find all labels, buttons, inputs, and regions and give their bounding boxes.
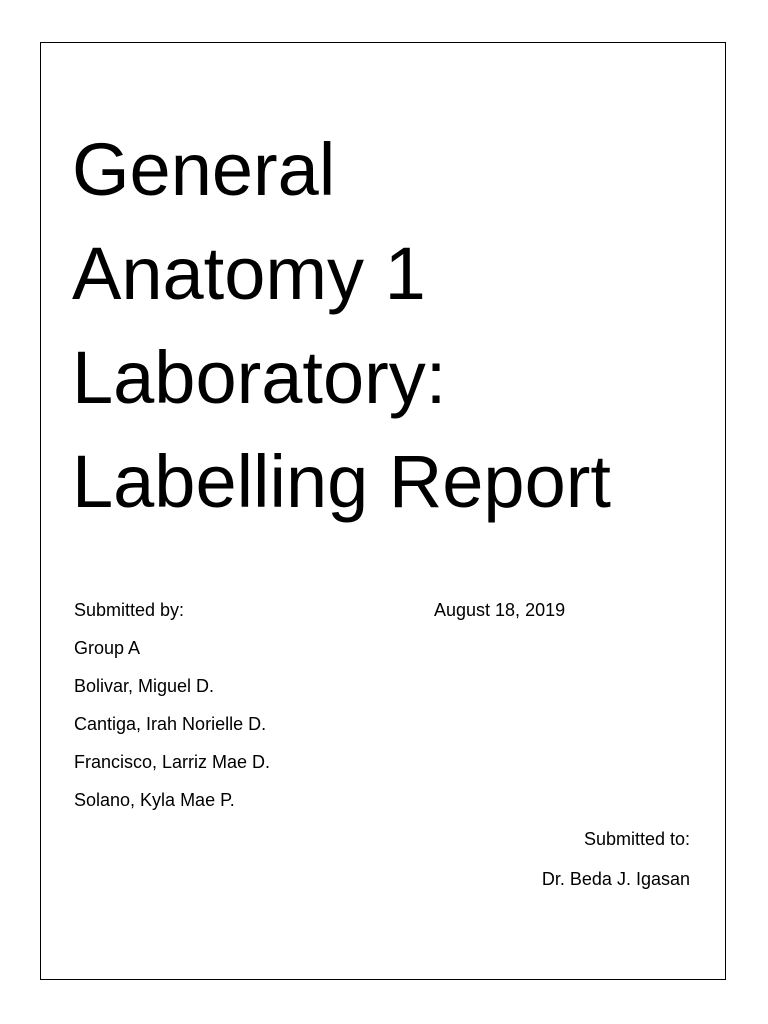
title-line: Anatomy 1 [72,232,426,315]
title-line: Labelling Report [72,440,611,523]
instructor-name: Dr. Beda J. Igasan [541,869,690,889]
member-name: Bolivar, Miguel D. [74,676,215,696]
submitted-to-block [542,819,690,899]
submission-date: August 18, 2019 [434,600,566,620]
document-title [72,118,611,534]
title-line: Laboratory: [72,336,447,419]
submitted-to-label: Submitted to: [583,829,690,849]
submitted-by-label: Submitted by: [74,600,185,620]
submitted-by-block [74,591,270,819]
group-name: Group A [74,638,141,658]
title-line: General [72,128,336,211]
member-name: Solano, Kyla Mae P. [74,790,235,810]
member-name: Francisco, Larriz Mae D. [74,752,271,772]
member-name: Cantiga, Irah Norielle D. [74,714,267,734]
